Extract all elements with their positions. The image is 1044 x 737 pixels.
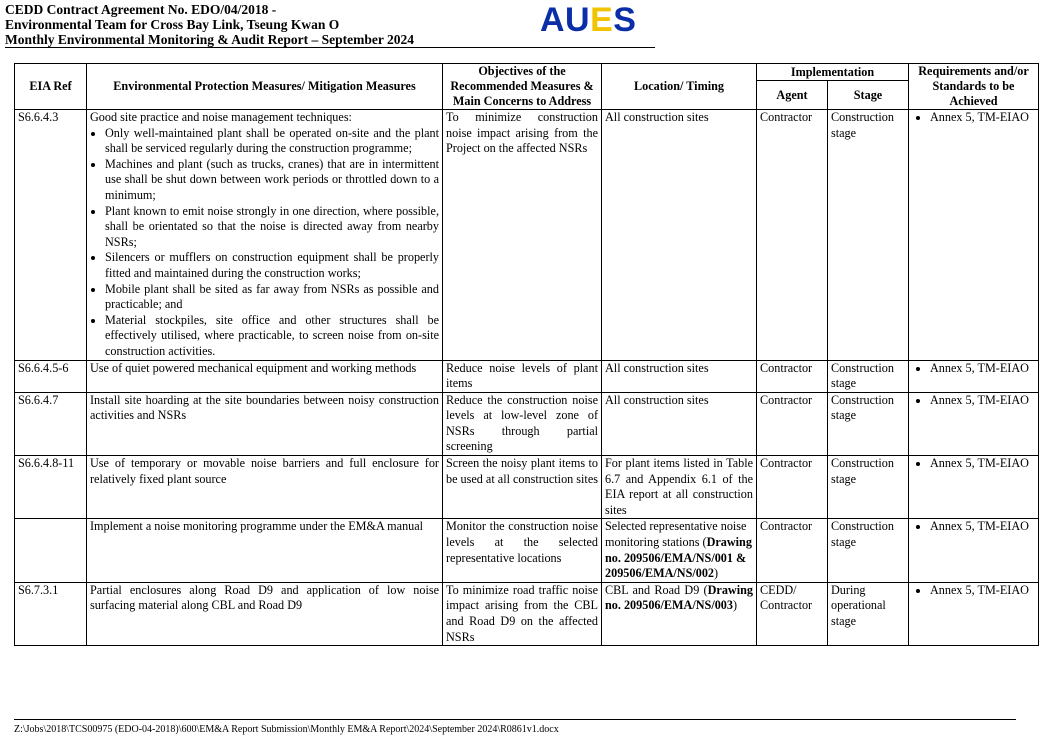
table-row (15, 392, 1039, 455)
cell-requirement (909, 519, 1039, 582)
cell-measure (87, 110, 443, 361)
header-divider (5, 47, 655, 48)
cell-requirement (909, 110, 1039, 361)
table-row (15, 456, 1039, 519)
cell-agent: Contractor (757, 392, 828, 455)
table-row (15, 360, 1039, 392)
col-header-agent: Agent (757, 81, 828, 110)
table-row (15, 519, 1039, 582)
cell-stage: Construction stage (828, 360, 909, 392)
cell-objective: To minimize construction noise impact arising from the Project on the affected NSRs (443, 110, 602, 361)
cell-eia-ref: S6.6.4.8-11 (15, 456, 87, 519)
cell-location: For plant items listed in Table 6.7 and Appendix 6.1 of the EIA report at all construction sites (602, 456, 757, 519)
header-team-line: Environmental Team for Cross Bay Link, Tseung Kwan O (5, 17, 340, 32)
cell-objective: Reduce noise levels of plant items (443, 360, 602, 392)
list-item: • Only well-maintained plant shall be operated on-site and the plant shall be serviced regularly during the construction programme; (105, 126, 439, 157)
cell-measure: Partial enclosures along Road D9 and application of low noise surfacing material along CBL and Road D9 (87, 582, 443, 645)
header-contract-line: CEDD Contract Agreement No. EDO/04/2018 - (5, 2, 277, 17)
cell-eia-ref: S6.7.3.1 (15, 582, 87, 645)
cell-location: Selected representative noise monitoring stations (Drawing no. 209506/EMA/NS/001 & 209506/EMA/NS/002) (602, 519, 757, 582)
cell-eia-ref: S6.6.4.3 (15, 110, 87, 361)
list-item: • Material stockpiles, site office and other structures shall be effectively utilised, where practicable, to screen noise from on-site construction activities. (105, 313, 439, 360)
cell-location: All construction sites (602, 360, 757, 392)
cell-objective: Screen the noisy plant items to be used at all construction sites (443, 456, 602, 519)
cell-stage: Construction stage (828, 110, 909, 361)
list-item: • Mobile plant shall be sited as far away from NSRs as possible and practicable; and (105, 282, 439, 313)
cell-eia-ref: S6.6.4.7 (15, 392, 87, 455)
list-item: • Annex 5, TM-EIAO (930, 393, 1035, 409)
cell-agent: Contractor (757, 360, 828, 392)
cell-measure: Install site hoarding at the site boundaries between noisy construction activities and NSRs (87, 392, 443, 455)
list-item: • Annex 5, TM-EIAO (930, 583, 1035, 599)
cell-agent: Contractor (757, 519, 828, 582)
col-header-location: Location/ Timing (602, 64, 757, 110)
list-item: • Annex 5, TM-EIAO (930, 519, 1035, 535)
cell-location: All construction sites (602, 392, 757, 455)
cell-eia-ref: S6.6.4.5-6 (15, 360, 87, 392)
list-item: • Annex 5, TM-EIAO (930, 361, 1035, 377)
col-header-implementation: Implementation (757, 64, 909, 81)
cell-measure: Use of temporary or movable noise barriers and full enclosure for relatively fixed plant source (87, 456, 443, 519)
mitigation-measures-table (14, 63, 1039, 646)
cell-location: All construction sites (602, 110, 757, 361)
col-header-objectives: Objectives of the Recommended Measures & Main Concerns to Address (443, 64, 602, 110)
cell-requirement (909, 392, 1039, 455)
list-item: • Silencers or mufflers on construction equipment shall be properly fitted and maintained during the construction works; (105, 250, 439, 281)
cell-stage: During operational stage (828, 582, 909, 645)
list-item: • Annex 5, TM-EIAO (930, 110, 1035, 126)
cell-requirement (909, 456, 1039, 519)
footer-file-path: Z:\Jobs\2018\TCS00975 (EDO-04-2018)\600\EM&A Report Submission\Monthly EM&A Report\2024\September 2024\R0861v1.docx (14, 724, 559, 735)
cell-stage: Construction stage (828, 519, 909, 582)
cell-objective: To minimize road traffic noise impact arising from the CBL and Road D9 on the affected NSRs (443, 582, 602, 645)
col-header-requirements: Requirements and/or Standards to be Achieved (909, 64, 1039, 110)
cell-stage: Construction stage (828, 392, 909, 455)
cell-agent: Contractor (757, 110, 828, 361)
cell-requirement (909, 582, 1039, 645)
list-item: • Plant known to emit noise strongly in one direction, where possible, shall be orientated so that the noise is directed away from nearby NSRs; (105, 204, 439, 251)
drawing-reference: Drawing no. 209506/EMA/NS/001 & 209506/EMA/NS/002 (605, 535, 752, 581)
col-header-eia-ref: EIA Ref (15, 64, 87, 110)
cell-measure: Implement a noise monitoring programme under the EM&A manual (87, 519, 443, 582)
document-header (5, 2, 414, 47)
cell-agent: CEDD/ Contractor (757, 582, 828, 645)
cell-measure: Use of quiet powered mechanical equipment and working methods (87, 360, 443, 392)
cell-requirement (909, 360, 1039, 392)
list-item: • Machines and plant (such as trucks, cranes) that are in intermittent use shall be shut down between work periods or throttled down to a minimum; (105, 157, 439, 204)
footer-divider (14, 719, 1016, 720)
cell-agent: Contractor (757, 456, 828, 519)
drawing-reference: Drawing no. 209506/EMA/NS/003 (605, 582, 753, 613)
col-header-stage: Stage (828, 81, 909, 110)
measure-list (90, 126, 439, 360)
cell-eia-ref (15, 519, 87, 582)
col-header-measures: Environmental Protection Measures/ Mitigation Measures (87, 64, 443, 110)
table-row (15, 110, 1039, 361)
list-item: • Annex 5, TM-EIAO (930, 456, 1035, 472)
cell-stage: Construction stage (828, 456, 909, 519)
header-report-line: Monthly Environmental Monitoring & Audit Report – September 2024 (5, 32, 415, 47)
aues-logo: AUES (540, 1, 637, 39)
cell-objective: Monitor the construction noise levels at the selected representative locations (443, 519, 602, 582)
table-header-row (15, 64, 1039, 81)
cell-objective: Reduce the construction noise levels at low-level zone of NSRs through partial screening (443, 392, 602, 455)
cell-location: CBL and Road D9 (Drawing no. 209506/EMA/NS/003) (602, 582, 757, 645)
measure-intro: Good site practice and noise management techniques: (90, 110, 352, 124)
table-row (15, 582, 1039, 645)
